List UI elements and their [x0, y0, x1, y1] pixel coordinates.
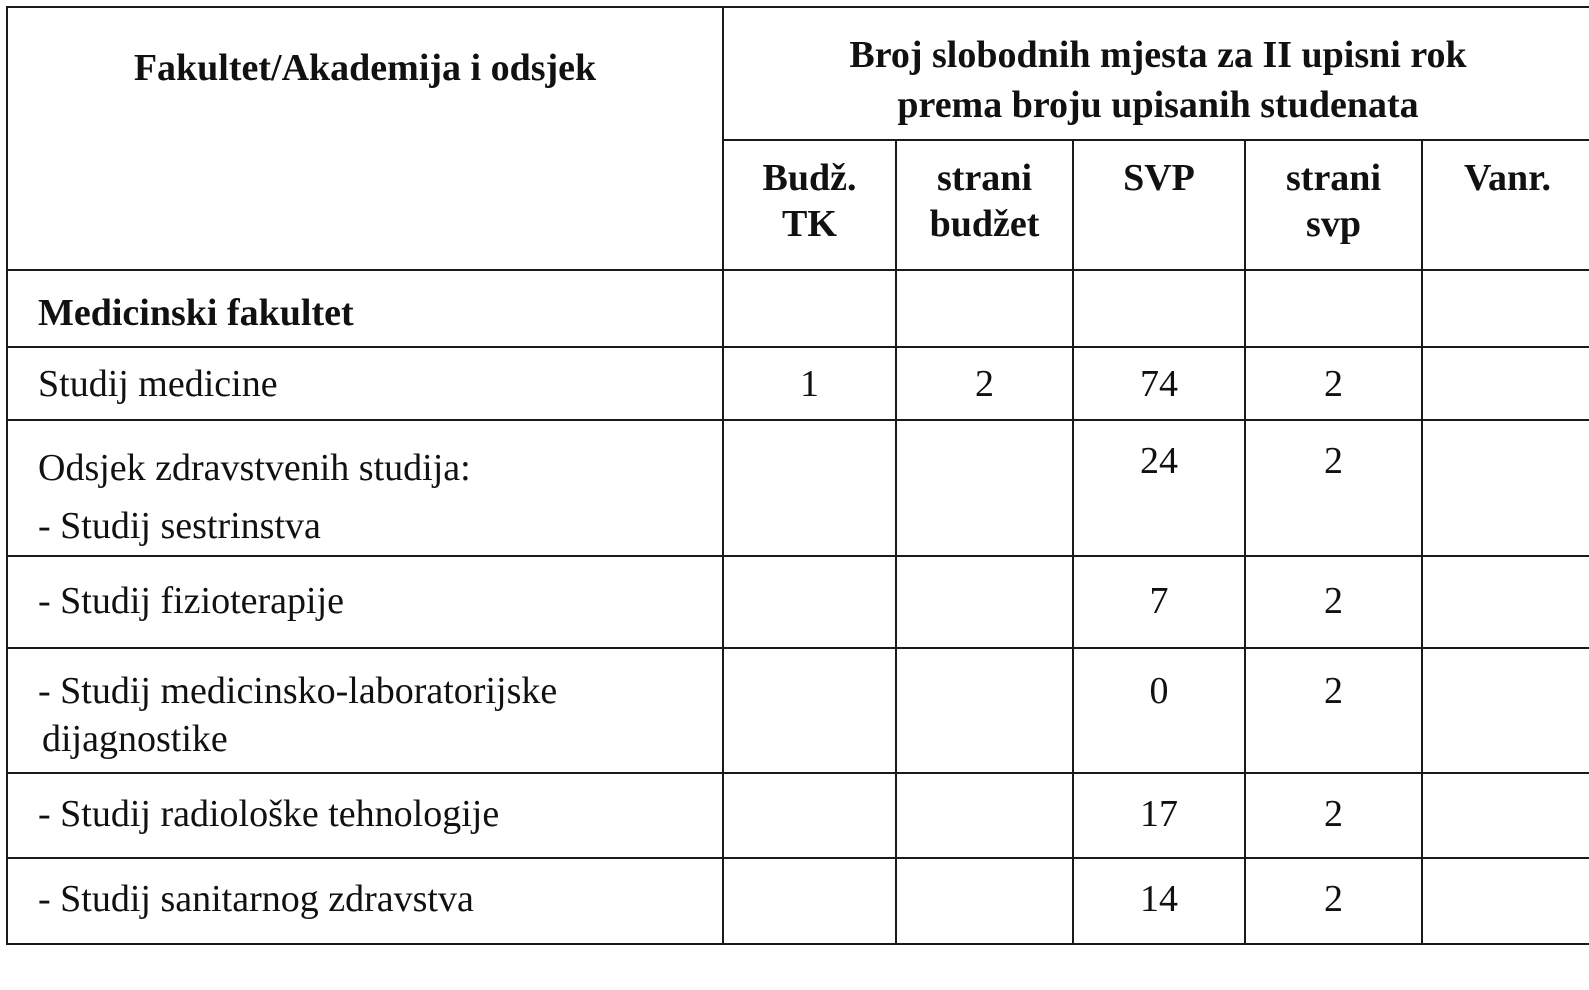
column-header-line: strani — [1286, 157, 1381, 199]
cell-vanr — [1422, 858, 1589, 944]
table-row — [7, 773, 1589, 858]
faculty-column-header: Fakultet/Akademija i odsjek — [7, 7, 723, 270]
cell-strani-budzet: 2 — [896, 347, 1073, 420]
row-label — [7, 270, 723, 347]
cell-budz-tk — [723, 270, 896, 347]
cell-strani-svp: 2 — [1245, 858, 1422, 944]
row-label-line: dijagnostike — [42, 718, 228, 760]
cell-vanr — [1422, 420, 1589, 556]
cell-strani-svp: 2 — [1245, 420, 1422, 556]
row-label-line: - Studij fizioterapije — [38, 580, 345, 622]
row-label — [7, 858, 723, 944]
row-label — [7, 420, 723, 556]
row-label — [7, 347, 723, 420]
cell-strani-budzet — [896, 648, 1073, 773]
cell-strani-svp: 2 — [1245, 648, 1422, 773]
table-row — [7, 556, 1589, 648]
cell-vanr — [1422, 556, 1589, 648]
cell-strani-svp: 2 — [1245, 347, 1422, 420]
column-header-line: SVP — [1123, 157, 1195, 199]
column-header-strani-budzet — [896, 140, 1073, 270]
cell-budz-tk — [723, 420, 896, 556]
column-header-vanr — [1422, 140, 1589, 270]
cell-svp — [1073, 270, 1245, 347]
column-header-line: TK — [782, 203, 837, 245]
column-header-svp — [1073, 140, 1245, 270]
cell-vanr — [1422, 347, 1589, 420]
cell-vanr — [1422, 773, 1589, 858]
column-header-budz-tk — [723, 140, 896, 270]
row-label-line: Medicinski fakultet — [38, 292, 354, 334]
cell-svp: 7 — [1073, 556, 1245, 648]
table-row — [7, 648, 1589, 773]
column-header-line: svp — [1306, 203, 1361, 245]
cell-budz-tk: 1 — [723, 347, 896, 420]
column-header-line: Vanr. — [1464, 157, 1551, 199]
cell-strani-budzet — [896, 556, 1073, 648]
row-label — [7, 648, 723, 773]
column-header-strani-svp — [1245, 140, 1422, 270]
cell-vanr — [1422, 648, 1589, 773]
group-title-line1: Broj slobodnih mjesta za II upisni rok — [849, 34, 1467, 76]
cell-strani-budzet — [896, 773, 1073, 858]
table-row — [7, 420, 1589, 556]
cell-strani-budzet — [896, 270, 1073, 347]
column-header-line: budžet — [929, 203, 1040, 245]
row-label-line: - Studij medicinsko-laboratorijske — [38, 670, 558, 712]
cell-strani-budzet — [896, 858, 1073, 944]
row-label-line: Studij medicine — [38, 363, 278, 405]
cell-budz-tk — [723, 648, 896, 773]
cell-svp: 24 — [1073, 420, 1245, 556]
header-row-top — [7, 7, 1589, 140]
cell-strani-svp: 2 — [1245, 773, 1422, 858]
cell-budz-tk — [723, 556, 896, 648]
cell-svp: 0 — [1073, 648, 1245, 773]
row-label — [7, 556, 723, 648]
cell-svp: 74 — [1073, 347, 1245, 420]
cell-budz-tk — [723, 773, 896, 858]
cell-strani-budzet — [896, 420, 1073, 556]
row-label-line: - Studij sanitarnog zdravstva — [38, 878, 474, 920]
group-column-header — [723, 7, 1589, 140]
cell-budz-tk — [723, 858, 896, 944]
column-header-line: Budž. — [762, 157, 857, 199]
enrollment-table — [6, 6, 1589, 945]
row-label-line: - Studij radiološke tehnologije — [38, 793, 500, 835]
table-row — [7, 270, 1589, 347]
row-label-line: Odsjek zdravstvenih studija: — [38, 447, 471, 489]
cell-svp: 14 — [1073, 858, 1245, 944]
table-row — [7, 347, 1589, 420]
cell-strani-svp: 2 — [1245, 556, 1422, 648]
cell-strani-svp — [1245, 270, 1422, 347]
cell-vanr — [1422, 270, 1589, 347]
cell-svp: 17 — [1073, 773, 1245, 858]
table-row — [7, 858, 1589, 944]
row-label — [7, 773, 723, 858]
group-title-line2: prema broju upisanih studenata — [897, 84, 1419, 126]
row-label-line: - Studij sestrinstva — [38, 505, 321, 547]
column-header-line: strani — [937, 157, 1032, 199]
